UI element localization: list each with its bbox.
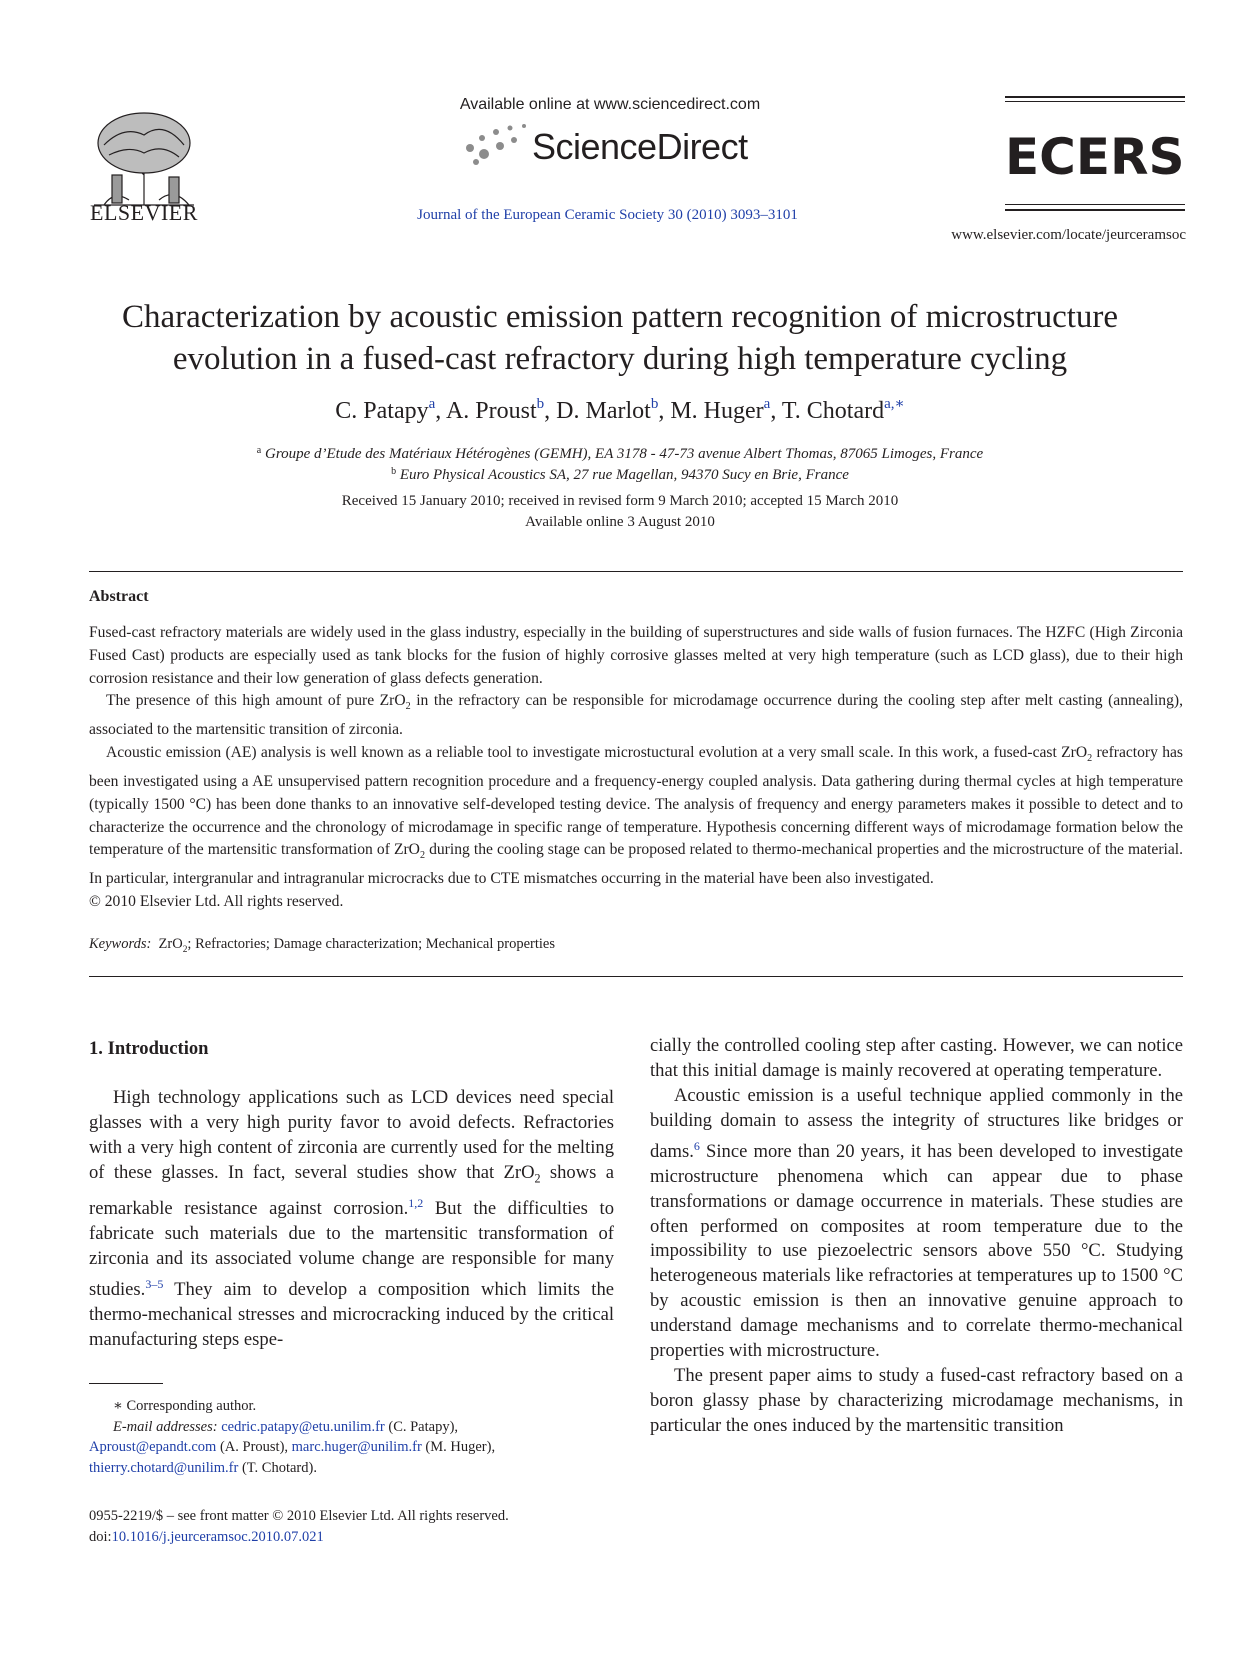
divider [89,571,1183,572]
footnote-rule [89,1383,163,1384]
keywords-label: Keywords: [89,936,152,952]
doi-line: doi:10.1016/j.jeurceramsoc.2010.07.021 [89,1528,324,1545]
copyright-line: © 2010 Elsevier Ltd. All rights reserved. [89,893,344,911]
author-list: C. Patapy$^a$, A. Proust$^b$, D. Marlot$^b$, M. Huger$^a$, T. Chotard$^{a,∗}$ [335,396,905,424]
body-column-left [89,1086,614,1353]
journal-url: www.elsevier.com/locate/jeurceramsoc [951,227,1186,243]
author-name: C. Patapy [335,398,429,424]
email-link[interactable]: marc.huger@unilim.fr [291,1439,422,1455]
ecers-logo-icon [1005,126,1185,186]
author-affiliation-mark[interactable]: a [763,396,771,412]
section-heading-introduction: 1. Introduction [89,1038,209,1059]
abstract-paragraph: The presence of this high amount of pure ZrO$_2$ in the refractory can be responsible for microdamage occurrence during the cooling step after melt casting (annealing), associated to the martensitic transition of zirconia. [89,692,1183,739]
ecers-bottom-rule-thin [1005,204,1185,205]
affiliation-a: $^a$ Groupe d’Etude des Matériaux Hétérogènes (GEMH), EA 3178 - 47-73 avenue Albert Thomas, 87065 Limoges, France [256,445,984,462]
keywords: Keywords: ZrO$_2$; Refractories; Damage characterization; Mechanical properties [89,936,555,955]
corresponding-author-label: ∗ Corresponding author. [113,1398,257,1414]
author-name: T. Chotard [781,398,885,424]
ecers-top-rule [1005,96,1185,98]
doi-link[interactable]: 10.1016/j.jeurceramsoc.2010.07.021 [111,1528,324,1545]
email-link[interactable]: Aproust@epandt.com [89,1439,217,1455]
author-affiliation-mark[interactable]: a [428,396,436,412]
article-title [60,296,1180,380]
author-name: M. Huger [670,398,764,424]
abstract-heading: Abstract [89,588,149,605]
ecers-bottom-rule [1005,209,1185,211]
received-dates: Received 15 January 2010; received in revised form 9 March 2010; accepted 15 March 2010 [341,493,899,509]
body-paragraph: Acoustic emission is a useful technique applied commonly in the building domain to assess the integrity of structures like bridges or dams.$^6$ Since more than 20 years, it has been developed to investigate microstructure phenomena which can appear due to phase transformations or damage occurrence in materials. These studies are often performed on composites at room temperature due to the impossibility to use piezoelectric sensors above 550 °C. Studying heterogeneous materials like refractories at temperatures up to 1500 °C by acoustic emission is then an innovative genuine approach to understand damage mechanisms and to correlate thermo-mechanical properties with microstructure. [650,1084,1183,1362]
body-paragraph: High technology applications such as LCD devices need special glasses with a very high purity favor to avoid defects. Refractories with a very high content of zirconia are currently used for the melting of these glasses. In fact, several studies show that ZrO$_2$ shows a remarkable resistance against corrosion.$^{1,2}$ But the difficulties to fabricate such materials due to the martensitic transformation of zirconia and its associated volume change are responsible for many studies.$^{3-5}$ They aim to develop a composition which limits the thermo-mechanical stresses and microcracking induced by the critical manufacturing steps espe- [89,1087,614,1351]
body-column-right [650,1034,1183,1439]
reference-link[interactable]: 6 [693,1138,700,1153]
author-affiliation-mark[interactable]: a,∗ [884,396,905,412]
sciencedirect-wordmark: ScienceDirect [532,126,748,167]
email-link[interactable]: cedric.patapy@etu.unilim.fr [221,1418,385,1435]
divider [89,976,1183,977]
abstract-paragraph: Acoustic emission (AE) analysis is well known as a reliable tool to investigate microstuctural evolution at a very small scale. In this work, a fused-cast ZrO$_2$ refractory has been investigated using a AE unsupervised pattern recognition procedure and a frequency-energy coupled analysis. Data gathering during thermal cycles at high temperature (typically 1500 °C) has been done thanks to an innovative self-developed testing device. The analysis of frequency and energy parameters makes it possible to detect and to characterize the occurrence and the chronology of microdamage in specific range of temperature. Hypothesis concerning different ways of microdamage formation below the temperature of the martensitic transformation of ZrO$_2$ during the cooling stage can be proposed related to thermo-mechanical properties and the microstructure of the material. In particular, intergranular and intragranular microcracks due to CTE mismatches occurring in the material have been also investigated. [89,744,1183,888]
author-affiliation-mark[interactable]: b [650,396,659,412]
body-paragraph: The present paper aims to study a fused-cast refractory based on a boron glassy phase by characterizing microdamage mechanisms, in particular the ones induced by the martensitic transition [650,1364,1183,1436]
author-name: A. Proust [445,398,537,424]
author-name: D. Marlot [556,398,651,424]
body-paragraph: cially the controlled cooling step after casting. However, we can notice that this initial damage is mainly recovered at operating temperature. [650,1035,1183,1081]
affiliation-b: $^b$ Euro Physical Acoustics SA, 27 rue Magellan, 94370 Sucy en Brie, France [391,466,849,483]
reference-link[interactable]: 1,2 [408,1196,424,1211]
issn-line: 0955-2219/$ – see front matter © 2010 Elsevier Ltd. All rights reserved. [89,1508,509,1524]
abstract-paragraph: Fused-cast refractory materials are widely used in the glass industry, especially in the building of superstructures and side walls of fusion furnaces. The HZFC (High Zirconia Fused Cast) products are especially used as tank blocks for the fusion of highly corrosive glasses melted at very high temperature (such as LCD glass), due to their high corrosion resistance and their low generation of glass defects generation. [89,624,1183,687]
email-link[interactable]: thierry.chotard@unilim.fr [89,1459,239,1476]
front-matter [89,1506,649,1547]
available-online-text: Available online at www.sciencedirect.com [459,96,761,113]
ecers-logo-text: ECERS [1005,128,1185,186]
title-line: evolution in a fused-cast refractory during high temperature cycling [172,341,1068,377]
available-online-date: Available online 3 August 2010 [525,514,715,530]
reference-link[interactable]: 3–5 [145,1277,164,1292]
journal-citation-link[interactable]: Journal of the European Ceramic Society 30 (2010) 3093–3101 [417,207,798,223]
title-line: Characterization by acoustic emission pattern recognition of microstructure [121,299,1119,335]
corresponding-author-footnote: ∗ Corresponding author. E-mail addresses: cedric.patapy@etu.unilim.fr (C. Patapy), Aproust@epandt.com (A. Proust), marc.huger@unilim.fr (M. Huger), thierry.chotard@unilim.fr (T. Chotard). [89,1396,614,1478]
elsevier-wordmark: ELSEVIER [90,200,198,225]
ecers-top-rule-thin [1005,101,1185,102]
author-affiliation-mark[interactable]: b [536,396,545,412]
abstract-body [89,622,1183,914]
